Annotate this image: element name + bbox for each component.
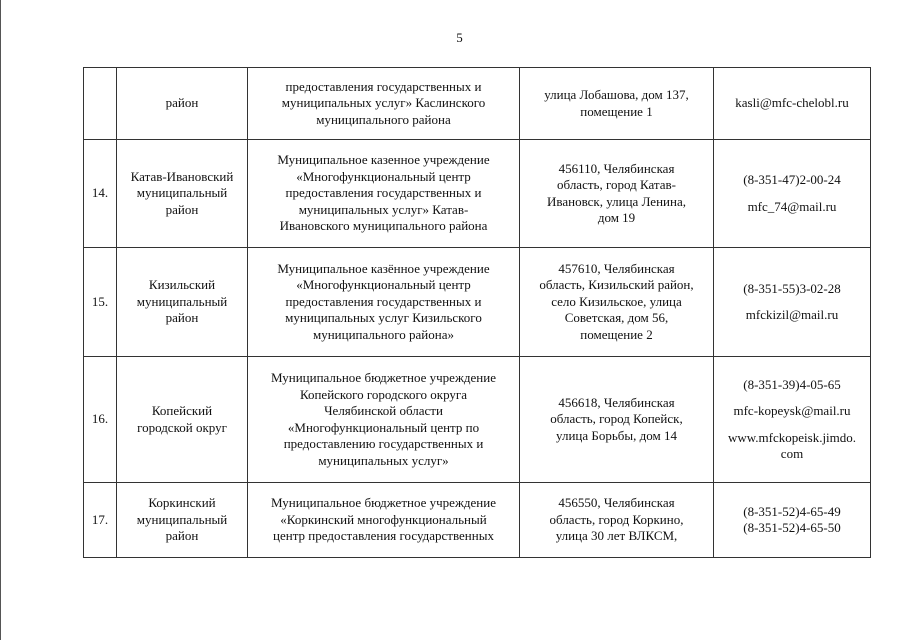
organization-line: «Многофункциональный центр [296, 168, 471, 184]
phone-text: (8-351-52)4-65-50 [743, 520, 841, 535]
phone-text: (8-351-55)3-02-28 [743, 280, 841, 296]
organization-line: предоставлению государственных и [283, 436, 484, 451]
website-text: www.mfckopeisk.jimdo. [727, 429, 857, 445]
organization-line: муниципальных услуг» Катав- [298, 201, 469, 217]
row-number: 14. [84, 140, 117, 248]
address-cell [520, 357, 714, 483]
organization-line: муниципального района» [313, 326, 454, 342]
phone-text: (8-351-52)4-65-49 [743, 503, 841, 519]
organization-line: муниципальных услуг» [318, 452, 449, 468]
address-line: область, город Копейск, [550, 411, 683, 427]
table-row [84, 68, 871, 140]
organization-line: Муниципальное казенное учреждение [277, 152, 490, 168]
address-line: Ивановск, улица Ленина, [547, 193, 686, 209]
district-cell [117, 68, 248, 140]
organization-line: Муниципальное бюджетное учреждение [271, 370, 496, 385]
organization-line: предоставления государственных и [285, 293, 482, 309]
organization-cell [248, 357, 520, 483]
address-line: дом 19 [597, 210, 636, 225]
contacts-cell [714, 357, 871, 483]
row-number [84, 68, 117, 140]
organization-cell [248, 483, 520, 558]
contacts-cell [714, 68, 871, 140]
organization-line: муниципальных услуг Кизильского [285, 310, 482, 326]
address-line: 456110, Челябинская [558, 160, 675, 176]
email-text: kasli@mfc-chelobl.ru [735, 95, 849, 111]
organization-line: Муниципальное бюджетное учреждение [271, 495, 496, 511]
page-left-edge [0, 0, 1, 640]
email-text: mfckizil@mail.ru [745, 307, 839, 322]
organization-line: центр предоставления государственных [273, 528, 494, 544]
district-line: Катав-Ивановский [130, 168, 234, 184]
district-cell [117, 357, 248, 483]
website-text: com [780, 446, 804, 461]
address-line: Советская, дом 56, [564, 310, 669, 326]
phone-text: (8-351-47)2-00-24 [743, 172, 841, 187]
organization-line: «Коркинский многофункциональный [280, 511, 487, 527]
address-cell [520, 483, 714, 558]
contacts-cell [714, 483, 871, 558]
organization-line: Копейского городского округа [299, 386, 468, 402]
contacts-cell [714, 248, 871, 357]
district-cell [117, 483, 248, 558]
district-line: муниципальный [136, 293, 228, 309]
address-line: область, город Коркино, [549, 511, 684, 527]
address-cell [520, 248, 714, 357]
organization-line: предоставления государственных и [285, 78, 482, 94]
page-number: 5 [456, 30, 463, 45]
organization-line: «Многофункциональный центр [296, 277, 471, 293]
district-line: район [165, 201, 199, 217]
row-number: 15. [84, 248, 117, 357]
table-row [84, 483, 871, 558]
district-line: муниципальный [136, 185, 228, 201]
mfc-table [83, 67, 871, 558]
address-line: улица Лобашова, дом 137, [544, 87, 689, 102]
organization-cell [248, 140, 520, 248]
address-line: помещение 2 [580, 326, 653, 342]
address-cell [520, 68, 714, 140]
table-row [84, 357, 871, 483]
row-number: 16. [84, 357, 117, 483]
organization-line: Ивановского муниципального района [279, 218, 488, 234]
row-number: 17. [84, 483, 117, 558]
district-line: городской округ [137, 419, 227, 435]
organization-line: предоставления государственных и [285, 185, 482, 201]
address-line: 457610, Челябинская [558, 260, 675, 276]
district-line: Коркинский [148, 495, 216, 511]
district-cell [117, 140, 248, 248]
email-text: mfc_74@mail.ru [747, 198, 837, 214]
address-line: область, Кизильский район, [539, 277, 694, 293]
organization-line: муниципальных услуг» Каслинского [281, 95, 486, 111]
organization-line: «Многофункциональный центр по [287, 419, 480, 435]
organization-cell [248, 68, 520, 140]
district-line: район [165, 95, 199, 111]
address-line: село Кизильское, улица [551, 293, 682, 309]
address-line: улица Борьбы, дом 14 [556, 427, 677, 443]
address-line: область, город Катав- [557, 177, 676, 192]
district-line: район [165, 528, 199, 544]
organization-cell [248, 248, 520, 357]
address-line: 456618, Челябинская [558, 394, 675, 410]
address-cell [520, 140, 714, 248]
address-line: помещение 1 [580, 103, 653, 119]
email-text: mfc-kopeysk@mail.ru [733, 403, 851, 418]
table-row [84, 248, 871, 357]
contacts-cell [714, 140, 871, 248]
district-line: район [165, 310, 199, 326]
table-row [84, 140, 871, 248]
district-line: Кизильский [148, 277, 216, 293]
district-line: муниципальный [136, 511, 228, 527]
organization-line: муниципального района [316, 111, 451, 127]
organization-line: Муниципальное казённое учреждение [277, 260, 490, 276]
address-line: 456550, Челябинская [558, 495, 675, 511]
phone-text: (8-351-39)4-05-65 [743, 376, 841, 392]
organization-line: Челябинской области [324, 403, 443, 418]
district-line: Копейский [151, 403, 213, 418]
address-line: улица 30 лет ВЛКСМ, [555, 528, 678, 544]
district-cell [117, 248, 248, 357]
